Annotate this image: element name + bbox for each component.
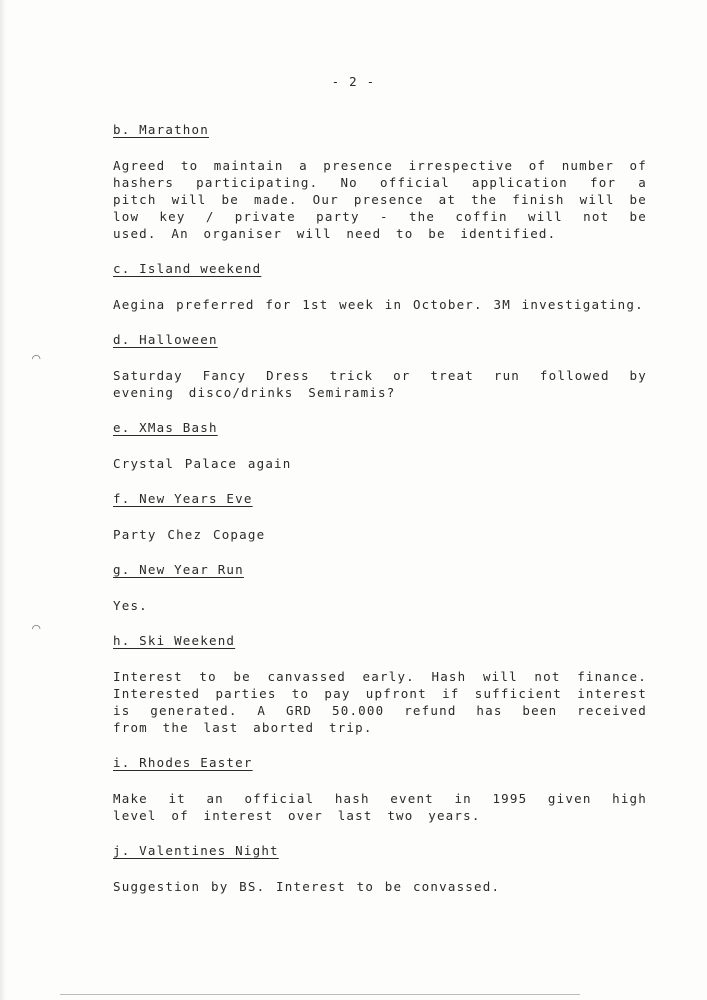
section-valentines-night	[113, 842, 647, 895]
section-text: Yes.	[113, 598, 148, 613]
section-heading: d. Halloween	[113, 332, 218, 347]
section-ski-weekend	[113, 632, 647, 736]
section-text: Party Chez Copage	[113, 527, 266, 542]
section-text: Interest to be canvassed early. Hash will not finance. Interested parties to pay upfront if sufficient interest is generated. A GRD 50.000 refund has been received from the last aborted trip.	[113, 669, 647, 735]
document-body	[113, 121, 647, 913]
section-heading: b. Marathon	[113, 122, 209, 137]
section-heading: g. New Year Run	[113, 562, 244, 577]
page-number: - 2 -	[331, 74, 376, 89]
section-island-weekend	[113, 260, 647, 313]
page-edge-shadow	[0, 0, 6, 1000]
section-heading: f. New Years Eve	[113, 491, 253, 506]
section-heading: j. Valentines Night	[113, 843, 279, 858]
section-heading: h. Ski Weekend	[113, 633, 236, 648]
section-new-years-eve	[113, 490, 647, 543]
section-text: Aegina preferred for 1st week in October. 3M investigating.	[113, 297, 644, 312]
section-text: Agreed to maintain a presence irrespective of number of hashers participating. No official application for a pitch will be made. Our presence at the finish will be low key / private party - the coffin will not be used. An organiser will need to be identified.	[113, 158, 647, 241]
section-heading: i. Rhodes Easter	[113, 755, 253, 770]
section-halloween	[113, 331, 647, 401]
section-text: Crystal Palace again	[113, 456, 292, 471]
section-xmas-bash	[113, 419, 647, 472]
section-text: Make it an official hash event in 1995 given high level of interest over last two years.	[113, 791, 647, 823]
page-bottom-edge	[60, 994, 580, 995]
section-text: Saturday Fancy Dress trick or treat run followed by evening disco/drinks Semiramis?	[113, 368, 647, 400]
section-marathon	[113, 121, 647, 242]
hole-punch-mark-bottom: ⌒	[32, 620, 42, 636]
section-rhodes-easter	[113, 754, 647, 824]
hole-punch-mark-top: ⌒	[32, 350, 42, 366]
section-text: Suggestion by BS. Interest to be convassed.	[113, 879, 501, 894]
section-new-year-run	[113, 561, 647, 614]
section-heading: c. Island weekend	[113, 261, 262, 276]
section-heading: e. XMas Bash	[113, 420, 218, 435]
